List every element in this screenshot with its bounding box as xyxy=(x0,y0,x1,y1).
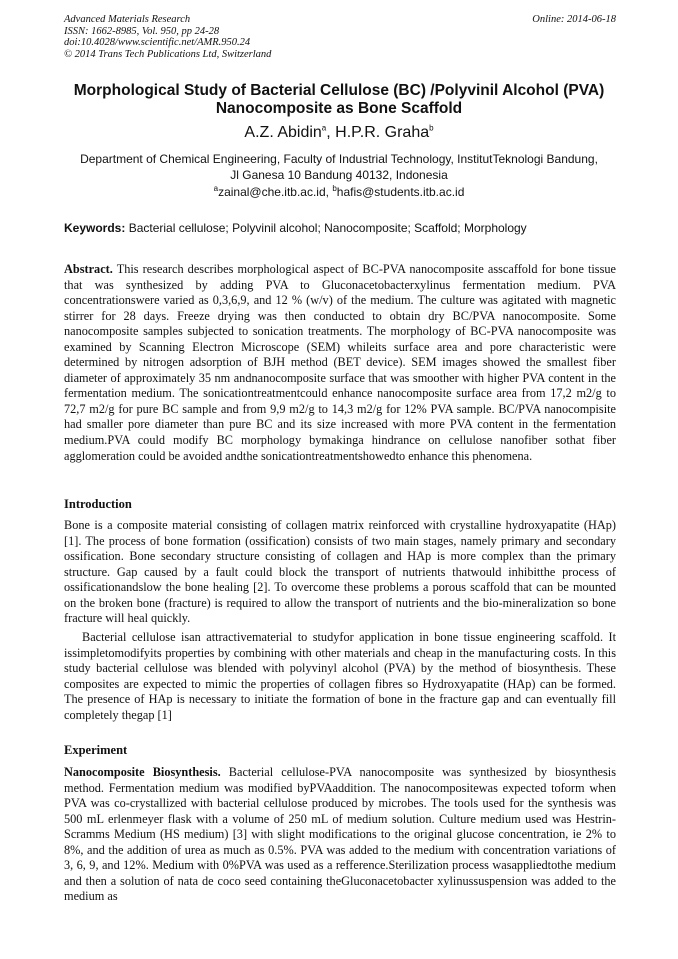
abstract-label: Abstract. xyxy=(64,262,113,276)
abstract-text: This research describes morphological aspect of BC-PVA nanocomposite asscaffold for bone tissue that was synthesized by adding PVA to Gluconacetobacterxylinus fermentation medium. PVA concentrationswere varied as 0,3,6,9, and 12 % (w/v) of the medium. The culture was agitated with magnetic stirrer for 28 days. Freeze drying was then conducted to obtain dry BC/PVA nanocomposite. Some nanocomposite samples subjected to sonication treatments. The morphology of BC-PVA nanocomposite was examined by Scanning Electron Microscope (SEM) whileits surface area and pore characteristic were determined by nitrogen adsorption of BJH method (BET device). SEM images showed the smallest fiber diameter of approximately 35 nm andnanocomposite surface that was smoother with higher PVA content in the fermentation medium. The sonicationtreatmentcould enhance nanocomposite surface area from 17,2 m2/g to 72,7 m2/g for pure BC sample and from 9,9 m2/g to 14,3 m2/g for 12% PVA sample. BC/PVA nanocompisite had smaller pore diameter than pure BC and its size increased with more PVA content in the fermentation medium.PVA could modify BC morphology bymakinga hindrance on cellulose nanofiber sothat fiber agglomeration could be avoided andthe sonicationtreatmentshowedto enhance this phenomena. xyxy=(64,262,616,463)
author-list xyxy=(40,123,638,143)
section-heading-introduction: Introduction xyxy=(64,497,132,511)
experiment-text: Bacterial cellulose-PVA nanocomposite was synthesized by biosynthesis method. Fermentation medium was modified byPVAaddition. The nanocompositewas expected toform when PVA was co-crystallized with bacterial cellulose produced by microbes. The tools used for the synthesis was 500 mL erlenmeyer flask with a volume of 250 mL of medium solution. Culture medium used was Hestrin-Scramms Medium (HS medium) [3] with slight modifications to the original glucose concentration, ie 2% to 8%, and the addition of urea as much as 0.5%. PVA was added to the medium with concentration variations of 3, 6, 9, and 12%. Medium with 0%PVA was used as a refference.Sterilization process wasappliedtothe medium and then a solution of nata de coco seed containing theGluconacetobacter xylinussuspension was added to the medium as xyxy=(64,765,616,904)
journal-issn: ISSN: 1662-8985, Vol. 950, pp 24-28 xyxy=(64,25,220,37)
author-emails xyxy=(40,185,638,200)
email-separator: , xyxy=(325,185,333,199)
affiliation-line-2: Jl Ganesa 10 Bandung 40132, Indonesia xyxy=(230,168,448,182)
keywords-label: Keywords: xyxy=(64,221,126,235)
online-date: Online: 2014-06-18 xyxy=(532,14,616,25)
journal-copyright: © 2014 Trans Tech Publications Ltd, Switzerland xyxy=(64,48,272,60)
experiment-paragraph-1 xyxy=(64,765,616,905)
journal-name: Advanced Materials Research xyxy=(64,14,191,25)
email-marker: a xyxy=(213,184,219,193)
journal-doi: doi:10.4028/www.scientific.net/AMR.950.24 xyxy=(64,37,251,49)
section-heading-experiment: Experiment xyxy=(64,743,128,757)
introduction-paragraph-1: Bone is a composite material consisting of collagen matrix reinforced with crystalline hydroxyapatite (HAp) [1]. The process of bone formation (ossification) consists of two main stages, namely primary and secondary ossification. Bone secondary structure consisting of collagen and HAp is more complex than the primary structure. Gap caused by a fault could block the transport of nutrients thatwould inhibitthe process of ossificationandslow the bone healing [2]. To overcome these problems a porous scaffold that can be mounted on the broken bone (fracture) is required to allow the transport of nutrients and the bio-mineralization so bone fracture will heal quickly. xyxy=(64,518,616,626)
email-marker: b xyxy=(332,184,337,193)
affiliation xyxy=(50,151,628,183)
introduction-paragraph-2: Bacterial cellulose isan attractivematerial to studyfor application in bone tissue engineering scaffold. It issimpletomodifyits properties by combining with other materials and cheap in the manufacturing costs. In this study bacterial cellulose was blended with polyvinyl alcohol (PVA) by the method of biosynthesis. These composites are expected to mimic the properties of collagen fibres so Hydroxyapatite (HAp) can be formed. The presence of HAp is necessary to initiate the formation of bone in the fracture gap and can eventually fill completely thegap [1] xyxy=(64,630,616,722)
author-name: A.Z. Abidin xyxy=(244,124,322,141)
author-affil-marker: a xyxy=(321,123,327,133)
author-name: H.P.R. Graha xyxy=(335,124,430,141)
paper-title xyxy=(40,82,638,118)
keywords-text: Bacterial cellulose; Polyvinil alcohol; Nanocomposite; Scaffold; Morphology xyxy=(125,221,527,235)
title-line-1: Morphological Study of Bacterial Cellulose (BC) /Polyvinil Alcohol (PVA) xyxy=(73,82,605,99)
subsection-lead: Nanocomposite Biosynthesis. xyxy=(64,765,221,779)
abstract-paragraph xyxy=(64,262,616,464)
keywords xyxy=(64,221,616,236)
email-link[interactable]: hafis@students.itb.ac.id xyxy=(336,185,465,199)
author-separator: , xyxy=(326,124,336,141)
affiliation-line-1: Department of Chemical Engineering, Faculty of Industrial Technology, InstitutTeknologi Bandung, xyxy=(80,152,598,166)
journal-header xyxy=(64,14,616,60)
author-affil-marker: b xyxy=(429,123,434,133)
title-line-2: Nanocomposite as Bone Scaffold xyxy=(215,100,463,117)
email-link[interactable]: zainal@che.itb.ac.id xyxy=(218,185,326,199)
